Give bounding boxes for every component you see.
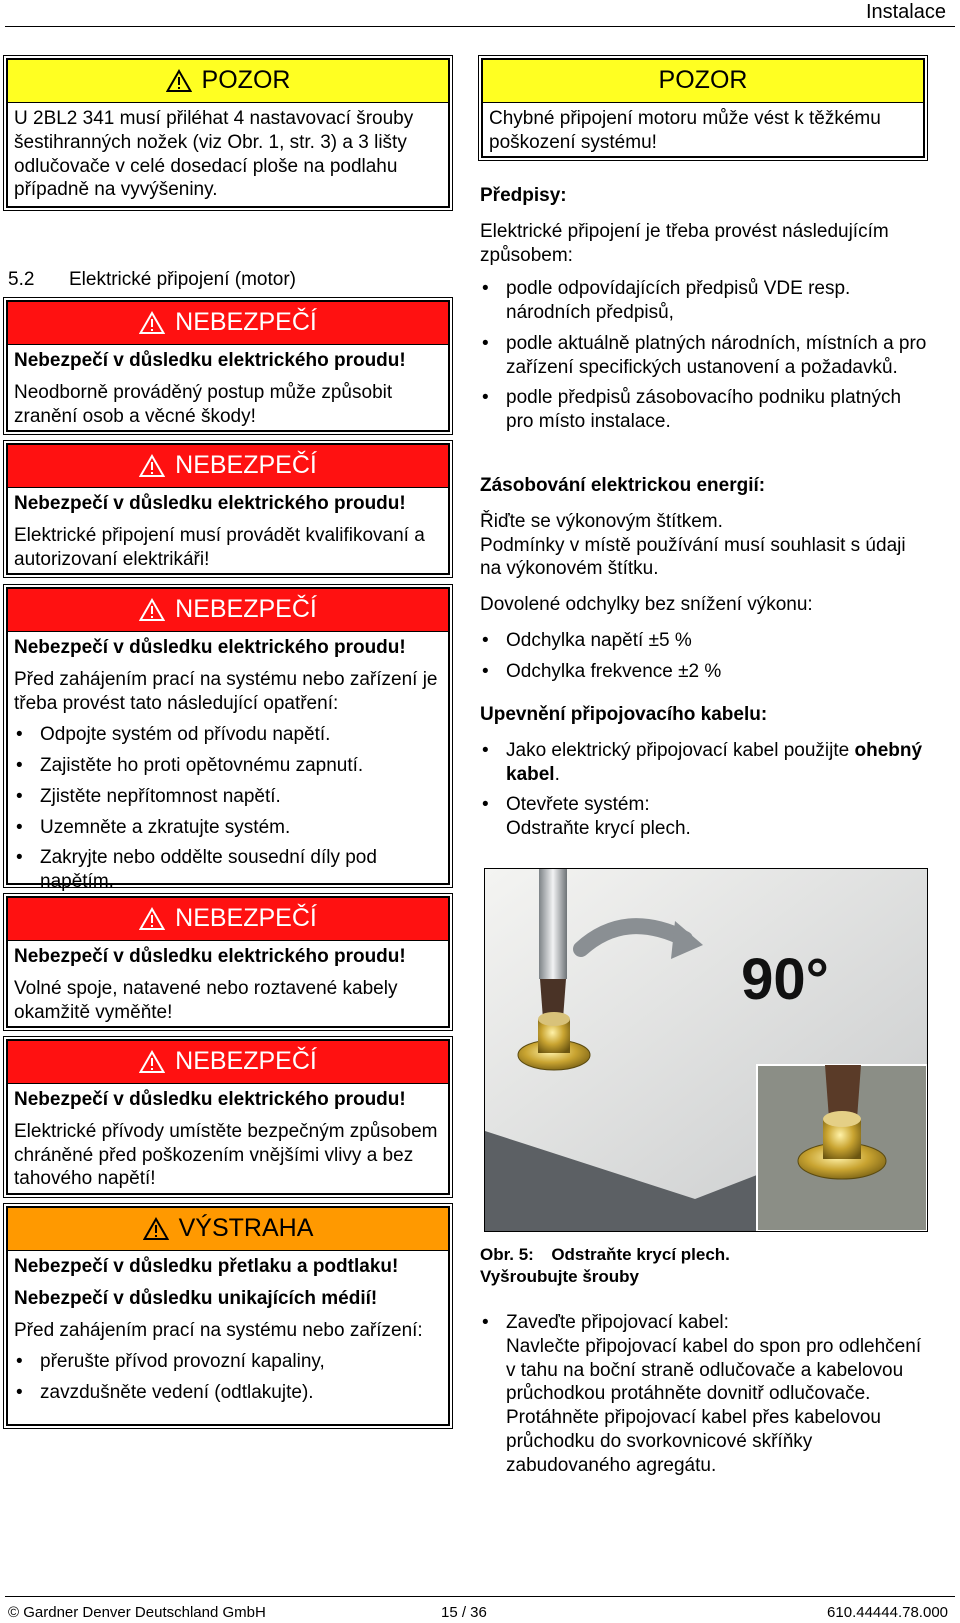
list-item: • Odchylka frekvence ±2 % (480, 660, 930, 684)
danger-box-4-text: Volné spoje, natavené nebo roztavené kabely okamžitě vyměňte! (14, 977, 398, 1023)
warning-box (6, 1206, 450, 1426)
cable-heading: Upevnění připojovacího kabelu: (480, 704, 768, 725)
danger-box-1-header (8, 302, 448, 345)
regulations-intro: Elektrické připojení je třeba provést následujícím způsobem: (480, 220, 889, 266)
pozor-box-right-title: POZOR (658, 66, 748, 95)
warning-box-text: Před zahájením prací na systému nebo zařízení: (14, 1319, 423, 1341)
cable-item-1-bold: ohebný kabel (506, 739, 923, 785)
pozor-box-left-header (8, 60, 448, 103)
power-section (480, 474, 930, 690)
pozor-box-left (6, 58, 450, 208)
regulations-section (480, 184, 930, 441)
danger-box-2-header (8, 445, 448, 488)
footer-doc-number: 610.44444.78.000 (827, 1604, 948, 1621)
figure-illustration (485, 869, 927, 1231)
warning-box-heading-1: Nebezpečí v důsledku přetlaku a podtlaku! (14, 1256, 399, 1277)
caption-prefix: Obr. 5: (480, 1245, 534, 1264)
list-item: • zavzdušněte vedení (odtlakujte). (14, 1381, 442, 1405)
list-item: • Zjistěte nepřítomnost napětí. (14, 785, 442, 809)
danger-box-3-title: NEBEZPEČÍ (175, 595, 317, 624)
danger-box-1-title: NEBEZPEČÍ (175, 308, 317, 337)
tolerance-intro: Dovolené odchylky bez snížení výkonu: (480, 594, 813, 615)
danger-box-2-text: Elektrické připojení musí provádět kvalifikovaní a autorizovaní elektrikáři! (14, 524, 425, 570)
footer-divider (5, 1596, 955, 1597)
warning-box-heading-2: Nebezpečí v důsledku unikajících médií! (14, 1287, 378, 1309)
caption-line-1: Odstraňte krycí plech. (551, 1245, 730, 1264)
connect-list (480, 1311, 930, 1477)
list-item (480, 793, 930, 841)
list-item: • Zajistěte ho proti opětovnému zapnutí. (14, 754, 442, 778)
section-heading (8, 268, 296, 292)
list-item (480, 739, 930, 787)
warning-triangle-icon (139, 907, 165, 931)
list-item: • Odchylka napětí ±5 % (480, 629, 930, 653)
pozor-box-right-text: Chybné připojení motoru může vést k těžkému poškození systému! (489, 108, 881, 153)
power-line-2: Podmínky v místě používání musí souhlasit s údaji na výkonovém štítku. (480, 534, 906, 580)
danger-box-1 (6, 300, 450, 432)
pozor-box-left-text: U 2BL2 341 musí přiléhat 4 nastavovací šrouby šestihranných nožek (viz Obr. 1, str. 3) a 3 lišty odlučovače v celé dosedací ploše na podlahu případně na vyvýšeniny. (14, 108, 414, 201)
danger-box-1-heading: Nebezpečí v důsledku elektrického proudu! (14, 350, 406, 371)
danger-box-3-list (14, 723, 442, 894)
warning-triangle-icon (143, 1217, 169, 1241)
danger-box-2-title: NEBEZPEČÍ (175, 451, 317, 480)
warning-box-list (14, 1350, 442, 1405)
list-item (480, 1311, 930, 1477)
cable-list (480, 739, 930, 841)
connect-line-1: • Zaveďte připojovací kabel: (506, 1312, 729, 1333)
header-divider (5, 26, 955, 27)
power-line-1: Řiďte se výkonovým štítkem. (480, 510, 723, 532)
danger-box-3-header (8, 589, 448, 632)
footer-page-number: 15 / 36 (441, 1604, 487, 1621)
warning-triangle-icon (139, 311, 165, 335)
danger-box-5 (6, 1039, 450, 1195)
danger-box-5-text: Elektrické přívody umístěte bezpečným způsobem chráněné před poškozením vnějšími vlivy a bez tahového napětí! (14, 1120, 438, 1190)
pozor-box-right (481, 58, 925, 158)
warning-triangle-icon (139, 598, 165, 622)
list-item: • podle odpovídajících předpisů VDE resp. národních předpisů, (480, 277, 930, 325)
danger-box-4-title: NEBEZPEČÍ (175, 904, 317, 933)
list-item: • přerušte přívod provozní kapaliny, (14, 1350, 442, 1374)
section-title: Elektrické připojení (motor) (68, 269, 297, 290)
danger-box-4-header (8, 898, 448, 941)
danger-box-3 (6, 587, 450, 892)
cable-item-2-line-2: Odstraňte krycí plech. (506, 818, 691, 839)
pozor-box-right-header (483, 60, 923, 103)
list-item: • Uzemněte a zkratujte systém. (14, 816, 442, 840)
pozor-box-left-title: POZOR (201, 66, 291, 95)
warning-box-header (8, 1208, 448, 1251)
section-number: 5.2 (8, 269, 35, 290)
danger-box-2 (6, 443, 450, 575)
danger-box-4 (6, 896, 450, 1028)
cable-section (480, 703, 930, 848)
tolerance-list (480, 629, 930, 684)
list-item: • podle předpisů zásobovacího podniku platných pro místo instalace. (480, 386, 930, 434)
power-heading: Zásobování elektrickou energií: (480, 475, 766, 496)
caption-line-2: Vyšroubujte šrouby (480, 1267, 640, 1287)
list-item: • Zakryjte nebo oddělte sousední díly pod napětím. (14, 846, 442, 894)
angle-label: 90° (741, 947, 829, 1012)
warning-triangle-icon (166, 69, 192, 93)
cable-item-2-line-1: • Otevřete systém: (506, 794, 650, 816)
figure-caption (480, 1244, 730, 1289)
danger-box-4-heading: Nebezpečí v důsledku elektrického proudu! (14, 946, 406, 967)
danger-box-3-text: Před zahájením prací na systému nebo zařízení je třeba provést tato následující opatření: (14, 668, 438, 714)
regulations-heading: Předpisy: (480, 185, 567, 206)
list-item: • Odpojte systém od přívodu napětí. (14, 723, 442, 747)
warning-triangle-icon (139, 454, 165, 478)
danger-box-3-heading: Nebezpečí v důsledku elektrického proudu! (14, 637, 406, 658)
danger-box-5-header (8, 1041, 448, 1084)
warning-box-title: VÝSTRAHA (178, 1214, 314, 1243)
cable-item-1-suffix: . (554, 763, 560, 785)
connect-section (480, 1311, 930, 1484)
warning-triangle-icon (139, 1050, 165, 1074)
connect-line-3: Protáhněte připojovací kabel přes kabelovou průchodku do svorkovnicové skříňky zabudovaného agregátu. (506, 1407, 881, 1476)
figure-photo (484, 868, 928, 1232)
header-section-title: Instalace (865, 1, 946, 23)
connect-line-2: Navlečte připojovací kabel do spon pro odlehčení v tahu na boční straně odlučovače a kabelovou průchodkou protáhněte dovnitř odlučovače. (506, 1335, 922, 1405)
list-item: • podle aktuálně platných národních, místních a pro zařízení specifických ustanovení a požadavků. (480, 332, 930, 380)
footer-company: © Gardner Denver Deutschland GmbH (8, 1604, 266, 1621)
danger-box-2-heading: Nebezpečí v důsledku elektrického proudu! (14, 493, 406, 514)
regulations-list (480, 277, 930, 434)
danger-box-5-title: NEBEZPEČÍ (175, 1047, 317, 1076)
danger-box-1-text: Neodborně prováděný postup může způsobit zranění osob a věcné škody! (14, 381, 393, 427)
cable-item-1-prefix: Jako elektrický připojovací kabel použijte (506, 739, 850, 761)
danger-box-5-heading: Nebezpečí v důsledku elektrického proudu! (14, 1089, 406, 1110)
